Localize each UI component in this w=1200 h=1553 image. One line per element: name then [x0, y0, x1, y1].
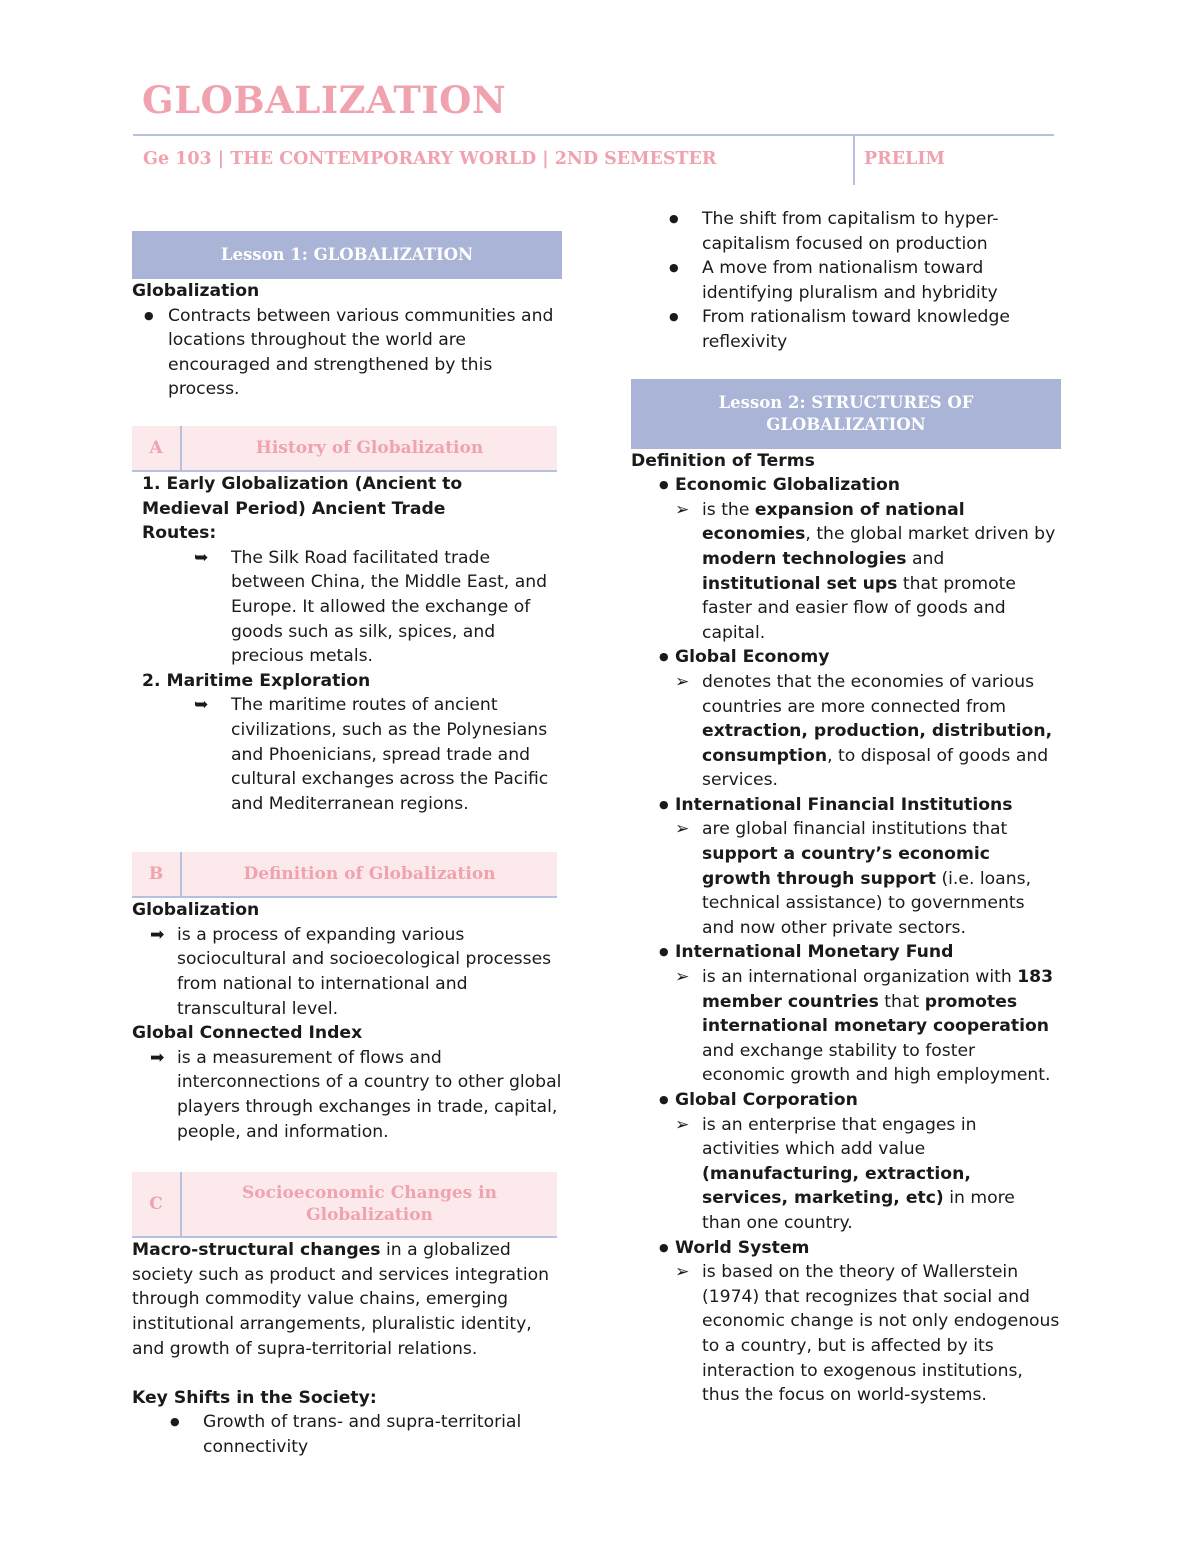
list-item: ● The shift from capitalism to hyper-capitalism focused on production [669, 209, 999, 254]
arrow-right-icon: ➡ [150, 1047, 165, 1068]
bullet-dot-icon: ● [144, 308, 154, 322]
list-item: ➡ is a process of expanding various sociocultural and socioecological processes from national to international and transcultural level. [150, 924, 552, 1019]
section-letter: B [132, 852, 182, 896]
arrow-right-icon: ➡ [150, 924, 165, 945]
bullet-dot-icon: ● [669, 261, 679, 275]
bullet-dot-icon: ● [659, 797, 669, 811]
arrowhead-bullet-icon: ➢ [675, 1114, 690, 1135]
right-column [631, 207, 1071, 1408]
arrowhead-bullet-icon: ➢ [675, 1262, 690, 1283]
list-item: ● Growth of trans- and supra-territorial connectivity [170, 1412, 522, 1457]
lesson1-banner: Lesson 1: GLOBALIZATION [132, 231, 562, 279]
term-item: ● World System [631, 1236, 1071, 1261]
list-item: ● From rationalism toward knowledge reflexivity [669, 307, 1010, 352]
globalization-heading: Globalization [132, 281, 260, 301]
left-column [132, 231, 562, 1460]
bullet-dot-icon: ● [659, 1240, 669, 1254]
term-item: ● Global Economy [631, 645, 1071, 670]
bullet-dot-icon: ● [170, 1415, 180, 1429]
macro-paragraph: Macro-structural changes in a globalized society such as product and services integration through commodity value chains, emerging institutional arrangements, pluralistic identity, and growth of supra-territorial relations. [132, 1240, 550, 1359]
section-c-header [132, 1172, 557, 1238]
header-divider [853, 134, 855, 185]
term-definition: ➢ denotes that the economies of various countries are more connected from extraction, production, distribution, consumption, to disposal of goods and services. [675, 671, 1053, 791]
key-shifts-heading: Key Shifts in the Society: [132, 1387, 377, 1408]
list-item: ● Contracts between various communities and locations throughout the world are encouraged and strengthened by this process. [144, 305, 554, 400]
arrowhead-bullet-icon: ➢ [675, 819, 690, 840]
arrowhead-bullet-icon: ➢ [675, 499, 690, 520]
arrow-bullet-icon: ➥ [194, 695, 209, 716]
terms-heading: Definition of Terms [631, 450, 815, 471]
term-definition: ➢ is an international organization with 183 member countries that promotes international monetary cooperation and exchange stability to foster economic growth and high employment. [675, 967, 1054, 1086]
term-label: PRELIM [864, 149, 945, 169]
bullet-dot-icon: ● [659, 478, 669, 492]
bullet-dot-icon: ● [669, 212, 679, 225]
list-item: ● A move from nationalism toward identifying pluralism and hybridity [669, 258, 998, 303]
bullet-dot-icon: ● [659, 1093, 669, 1106]
list-item: ➡ is a measurement of flows and interconnections of a country to other global players through exchanges in trade, capital, people, and information. [150, 1047, 562, 1142]
arrowhead-bullet-icon: ➢ [675, 967, 690, 988]
arrow-bullet-icon: ➥ [194, 547, 209, 568]
section-title: Socioeconomic Changes in Globalization [242, 1183, 497, 1226]
term-item: ● Global Corporation [631, 1088, 1071, 1113]
term-definition: ➢ is based on the theory of Wallerstein (1974) that recognizes that social and economic change is not only endogenous to a country, but is affected by its interaction to exogenous institutions, thus the focus on world-systems. [675, 1262, 1060, 1406]
term-definition: ➢ are global financial institutions that support a country’s economic growth through support (i.e. loans, technical assistance) to governments and now other private sectors. [675, 819, 1032, 938]
section-title: Definition of Globalization [243, 864, 496, 885]
bullet-dot-icon: ● [659, 650, 669, 664]
early-globalization-heading: 1. Early Globalization (Ancient to Medieval Period) Ancient Trade Routes: [142, 473, 463, 544]
section-a-header [132, 426, 557, 472]
term-definition: ➢ is an enterprise that engages in activities which add value (manufacturing, extraction, services, marketing, etc) in more than one country. [675, 1114, 1015, 1233]
globalization-def-heading: Globalization [132, 900, 260, 921]
document-title: GLOBALIZATION [142, 78, 507, 122]
section-title: History of Globalization [255, 437, 484, 458]
gci-heading: Global Connected Index [132, 1023, 363, 1044]
header-rule-top [133, 134, 1054, 136]
bullet-dot-icon: ● [669, 310, 679, 324]
section-b-header [132, 852, 557, 898]
section-letter: A [132, 426, 182, 470]
term-item: ● Economic Globalization [631, 473, 1071, 498]
term-definition: ➢ is the expansion of national economies, the global market driven by modern technologies and institutional set ups that promote faster and easier flow of goods and capital. [675, 499, 1056, 643]
arrowhead-bullet-icon: ➢ [675, 671, 690, 692]
maritime-heading: 2. Maritime Exploration [142, 670, 371, 691]
bullet-dot-icon: ● [659, 945, 669, 959]
term-item: ● International Monetary Fund [631, 940, 1071, 965]
list-item: ➥ The maritime routes of ancient civilizations, such as the Polynesians and Phoenicians, spread trade and cultural exchanges across the Pacific and Mediterranean regions. [194, 695, 549, 814]
list-item: ➥ The Silk Road facilitated trade between China, the Middle East, and Europe. It allowed the exchange of goods such as silk, spices, and precious metals. [194, 547, 548, 667]
section-letter: C [132, 1172, 182, 1236]
lesson2-banner: Lesson 2: STRUCTURES OF GLOBALIZATION [631, 379, 1061, 449]
course-subtitle: Ge 103 | THE CONTEMPORARY WORLD | 2ND SEMESTER [143, 149, 717, 169]
term-item: ● International Financial Institutions [631, 793, 1071, 818]
